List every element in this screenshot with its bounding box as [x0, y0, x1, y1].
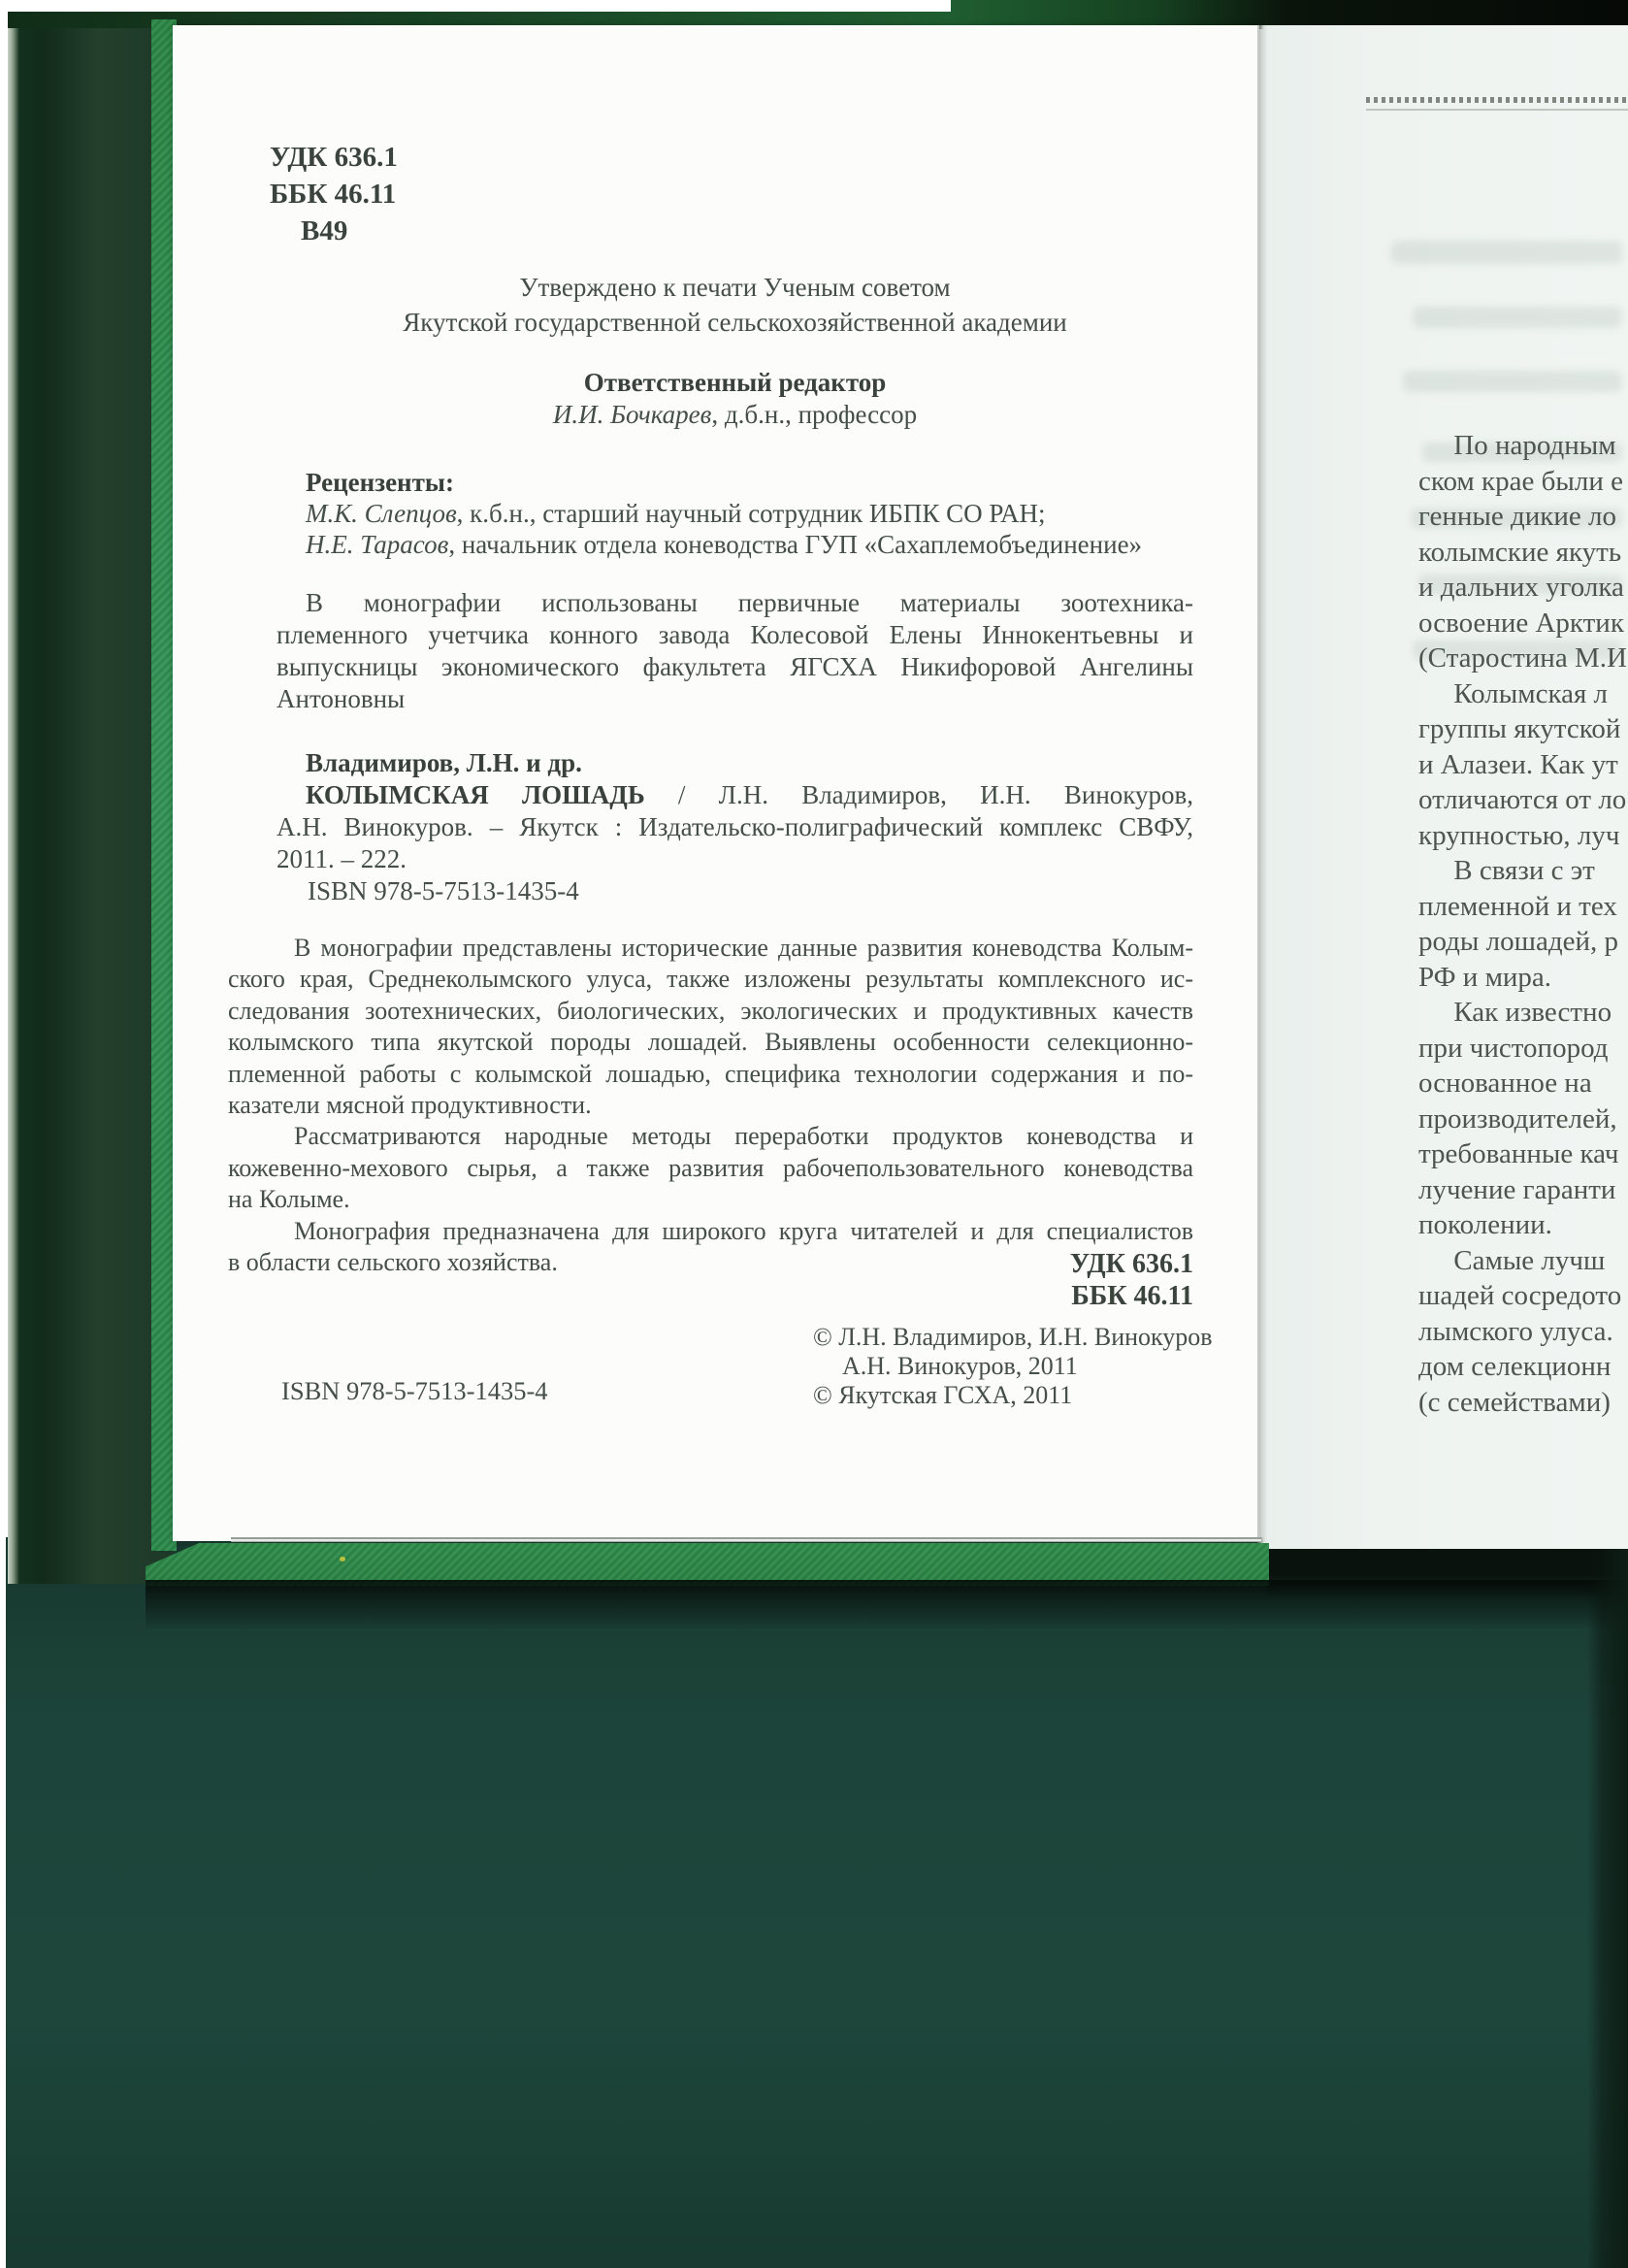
book-cover-bottom	[6, 1537, 1628, 2268]
text-line: и Алазеи. Как ут	[1418, 748, 1618, 780]
bleedthrough-blot	[1413, 307, 1622, 328]
text-line: роды лошадей, р	[1418, 926, 1618, 957]
text-line: на Колыме.	[228, 1185, 350, 1214]
text-line: колымского типа якутской породы лошадей. Выявлены особенности селекционно-	[228, 1028, 1193, 1057]
text-line: Самые лучш	[1418, 1244, 1606, 1276]
copyright-block	[813, 1323, 1213, 1410]
editor-block	[277, 367, 1193, 431]
text-line: РФ и мира.	[1418, 961, 1552, 993]
reviewers-block	[306, 467, 1142, 560]
approval-note	[277, 270, 1193, 340]
bleedthrough-blot	[1403, 371, 1622, 392]
copyright-author-2: А.Н. Винокуров, 2011	[842, 1352, 1078, 1380]
reviewer-2	[306, 529, 1142, 560]
cover-shadow	[146, 1580, 1628, 1630]
text-line: Утверждено к печати Ученым советом	[519, 273, 951, 302]
text-line: казатели мясной продуктивности.	[228, 1091, 592, 1120]
copyright-academy: © Якутская ГСХА, 2011	[813, 1381, 1073, 1409]
bbk-code: ББК 46.11	[270, 179, 397, 210]
reviewer-title: , к.б.н., старший научный сотрудник ИБПК СО РАН;	[456, 499, 1046, 528]
decorative-chain-border	[1366, 97, 1628, 103]
stacked-page-edges	[231, 1537, 1261, 1544]
text-line: (Старостина М.И	[1418, 642, 1627, 674]
reviewers-heading: Рецензенты:	[306, 468, 454, 497]
isbn-bottom: ISBN 978-5-7513-1435-4	[281, 1376, 548, 1405]
text-line: выпускницы экономического факультета ЯГСХА Никифоровой Ангелины	[277, 652, 1193, 681]
book-cover-left-edge	[8, 12, 173, 1584]
bibliographic-record	[277, 747, 1193, 907]
text-line: В монографии представлены исторические данные развития коневодства Колым-	[294, 934, 1193, 962]
text-line: По народным	[1418, 430, 1616, 461]
text-line: генные дикие ло	[1418, 501, 1617, 532]
text-line: крупностью, луч	[1418, 819, 1620, 851]
author-sign-code: В49	[301, 215, 348, 247]
editor-name	[277, 399, 1193, 431]
text-line: основанное на	[1418, 1068, 1592, 1099]
text-line: в области сельского хозяйства.	[228, 1248, 558, 1277]
text-line: Как известно	[1418, 997, 1612, 1028]
right-page-text	[1418, 428, 1627, 1420]
text-line: племенной работы с колымской лошадью, специфика технологии содержания и по-	[228, 1059, 1193, 1088]
text-line: шадей сосредото	[1418, 1280, 1622, 1311]
text-line: Антоновны	[277, 684, 406, 713]
text-line: при чистопород	[1418, 1032, 1609, 1064]
text-line: Монография предназначена для широкого круга читателей и для специалистов	[294, 1216, 1193, 1245]
classification-codes	[270, 139, 398, 249]
title-verso-page	[173, 25, 1259, 1541]
udc-code: УДК 636.1	[270, 142, 398, 173]
text-line: и дальних уголка	[1418, 572, 1624, 603]
biblio-title-rest: / Л.Н. Владимиров, И.Н. Винокуров,	[644, 780, 1193, 809]
book-title: КОЛЫМСКАЯ ЛОШАДЬ	[306, 780, 645, 809]
text-line: В связи с эт	[1418, 855, 1595, 886]
text-line: племенной и тех	[1418, 890, 1617, 922]
isbn-biblio: ISBN 978-5-7513-1435-4	[308, 876, 579, 905]
dust-speck	[340, 1557, 345, 1561]
biblio-authors: Владимиров, Л.Н. и др.	[306, 748, 582, 777]
next-page-partial	[1267, 25, 1628, 1551]
text-line: лымского улуса.	[1418, 1315, 1613, 1347]
text-line: Колымская л	[1418, 677, 1609, 709]
text-line: В монографии использованы первичные материалы зоотехника-	[306, 588, 1193, 617]
text-line: освоение Арктик	[1418, 607, 1624, 639]
text-line: племенного учетчика конного завода Колесовой Елены Иннокентьевны и	[277, 620, 1193, 649]
text-line: лучение гаранти	[1418, 1173, 1616, 1205]
cover-right-dark-strip	[1587, 1549, 1628, 2268]
reviewer-name: М.К. Слепцов	[306, 499, 457, 528]
reviewer-name: Н.Е. Тарасов	[306, 530, 449, 559]
editor-heading: Ответственный редактор	[583, 368, 887, 397]
text-line: производителей,	[1418, 1102, 1617, 1134]
biblio-year-pages: 2011. – 222.	[277, 844, 407, 873]
text-line: Якутской государственной сельскохозяйственной академии	[403, 308, 1067, 337]
decorative-border-line	[1366, 109, 1628, 111]
annotation-block	[228, 933, 1193, 1278]
copyright-authors: © Л.Н. Владимиров, И.Н. Винокуров	[813, 1323, 1213, 1351]
classification-codes-right	[949, 1248, 1193, 1312]
text-line: следования зоотехнических, биологических, экологических и продуктивных качеств	[228, 996, 1193, 1025]
text-line: колымские якуть	[1418, 536, 1622, 568]
bleedthrough-blot	[1391, 241, 1622, 264]
text-line: Рассматриваются народные методы переработки продуктов коневодства и	[294, 1122, 1193, 1151]
reviewer-title: , начальник отдела коневодства ГУП «Сахаплемобъединение»	[448, 530, 1143, 559]
editor-name-italic: И.И. Бочкарев	[552, 400, 712, 429]
annotation-paragraph-2	[228, 1121, 1193, 1215]
text-line: ского края, Среднеколымского улуса, также изложены результаты комплексного ис-	[228, 965, 1193, 994]
bbk-code-right: ББК 46.11	[1071, 1281, 1193, 1311]
biblio-title-line	[277, 779, 1193, 811]
materials-note	[277, 587, 1193, 715]
biblio-publisher-line: А.Н. Винокуров. – Якутск : Издательско-полиграфический комплекс СВФУ,	[277, 812, 1193, 841]
text-line: (с семействами)	[1418, 1386, 1611, 1418]
udc-code-right: УДК 636.1	[1069, 1249, 1193, 1279]
text-line: отличаются от ло	[1418, 784, 1627, 815]
text-line: дом селекционн	[1418, 1351, 1612, 1382]
text-line: требованные кач	[1418, 1138, 1619, 1169]
editor-name-rest: , д.б.н., профессор	[711, 400, 918, 429]
text-line: кожевенно-мехового сырья, а также развития рабочепользовательного коневодства	[228, 1153, 1193, 1182]
text-line: группы якутской	[1418, 713, 1621, 744]
reviewer-1	[306, 498, 1142, 529]
annotation-paragraph-1	[228, 933, 1193, 1121]
text-line: ском крае были е	[1418, 465, 1623, 497]
text-line: поколении.	[1418, 1209, 1552, 1240]
